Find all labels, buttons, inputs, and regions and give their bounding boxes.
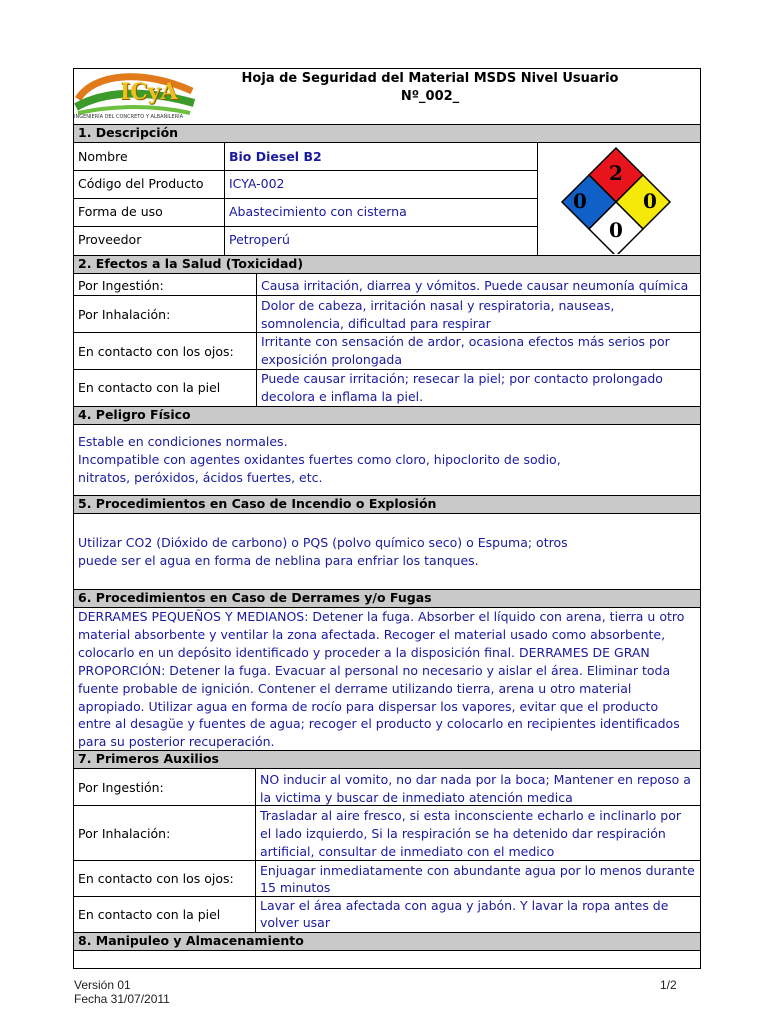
nfpa-health: 0 <box>573 189 587 213</box>
supplier-label: Proveedor <box>78 232 142 247</box>
physical-line-2: Incompatible con agentes oxidantes fuertes como cloro, hipoclorito de sodio, <box>78 452 561 467</box>
health-skin-line-2: decolora e inflama la piel. <box>261 389 424 404</box>
aid-inhalation-line-2: el lado izquierdo, Si la respiración se ha detenido dar respiración <box>260 826 666 841</box>
spill-line-8: para su posterior recuperación. <box>78 734 275 749</box>
aid-eyes-line-2: 15 minutos <box>260 880 331 895</box>
fire-line-2: puede ser el agua en forma de neblina para enfriar los tanques. <box>78 553 479 568</box>
health-skin-label: En contacto con la piel <box>78 380 221 395</box>
spill-line-7: entre al desagüe y fuentes de agua; recoger el producto y colocarlo en recipientes identificados <box>78 716 680 731</box>
health-eyes-line-1: Irritante con sensación de ardor, ocasiona efectos más serios por <box>261 334 670 349</box>
use-value: Abastecimiento con cisterna <box>229 204 407 219</box>
spill-line-4: PROPORCIÓN: Detener la fuga. Evacuar al personal no necesario y aislar el área. Eliminar toda <box>78 663 671 678</box>
section-7-header: 7. Primeros Auxilios <box>74 750 700 769</box>
aid-inhalation-line-3: artificial, consultar de inmediato con el medico <box>260 844 555 859</box>
section-5-header: 5. Procedimientos en Caso de Incendio o Explosión <box>74 495 700 514</box>
aid-eyes-line-1: Enjuagar inmediatamente con abundante agua por lo menos durante <box>260 863 695 878</box>
spill-line-3: colocarlo en un depósito identificado y proceder a la disposición final. DERRAMES DE GRAN <box>78 645 650 660</box>
footer-page: 1/2 <box>660 978 677 992</box>
footer-version: Versión 01 <box>74 978 131 992</box>
section-1-header: 1. Descripción <box>74 124 700 143</box>
section-4-header: 4. Peligro Físico <box>74 406 700 425</box>
nfpa-flammability: 2 <box>609 161 623 185</box>
spill-line-2: material absorbente y ventilar la zona afectada. Recoger el material usado como absorbente, <box>78 627 666 642</box>
nfpa-special: 0 <box>609 218 623 242</box>
health-skin-line-1: Puede causar irritación; resecar la piel; por contacto prolongado <box>261 371 663 386</box>
name-value: Bio Diesel B2 <box>229 149 322 164</box>
document-title: Hoja de Seguridad del Material MSDS Nivel Usuario <box>241 71 619 86</box>
aid-eyes-label: En contacto con los ojos: <box>78 871 234 886</box>
fire-line-1: Utilizar CO2 (Dióxido de carbono) o PQS (polvo químico seco) o Espuma; otros <box>78 535 568 550</box>
nfpa-diamond <box>540 144 696 254</box>
aid-ingestion-line-2: la victima y buscar de inmediato atención medica <box>260 790 573 805</box>
aid-skin-line-2: volver usar <box>260 915 330 930</box>
document-number: Nº_002_ <box>400 89 460 104</box>
aid-ingestion-line-1: NO inducir al vomito, no dar nada por la boca; Mantener en reposo a <box>260 772 691 787</box>
aid-skin-label: En contacto con la piel <box>78 907 221 922</box>
aid-inhalation-line-1: Trasladar al aire fresco, si esta inconsciente echarlo e inclinarlo por <box>260 808 682 823</box>
nfpa-reactivity: 0 <box>643 189 657 213</box>
physical-line-3: nitratos, peróxidos, ácidos fuertes, etc. <box>78 470 323 485</box>
health-inhalation-label: Por Inhalación: <box>78 307 171 322</box>
spill-line-5: fuente probable de ignición. Contener el derrame utilizando tierra, arena u otro material <box>78 681 632 696</box>
health-ingestion-value: Causa irritación, diarrea y vómitos. Puede causar neumonía química <box>261 278 689 293</box>
section-2-header: 2. Efectos a la Salud (Toxicidad) <box>74 255 700 274</box>
name-label: Nombre <box>78 149 128 164</box>
use-label: Forma de uso <box>78 204 163 219</box>
health-eyes-line-2: exposición prolongada <box>261 352 403 367</box>
health-eyes-label: En contacto con los ojos: <box>78 344 234 359</box>
spill-line-1: DERRAMES PEQUEÑOS Y MEDIANOS: Detener la fuga. Absorber el líquido con arena, tierra u otro <box>78 609 685 624</box>
physical-line-1: Estable en condiciones normales. <box>78 434 288 449</box>
section-8-header: 8. Manipuleo y Almacenamiento <box>74 932 700 951</box>
supplier-value: Petroperú <box>229 232 290 247</box>
health-inhalation-line-2: somnolencia, dificultad para respirar <box>261 316 491 331</box>
aid-inhalation-label: Por Inhalación: <box>78 826 171 841</box>
section-6-header: 6. Procedimientos en Caso de Derrames y/o Fugas <box>74 589 700 608</box>
code-value: ICYA-002 <box>229 176 285 191</box>
company-logo <box>74 69 204 123</box>
aid-skin-line-1: Lavar el área afectada con agua y jabón. Y lavar la ropa antes de <box>260 898 669 913</box>
footer-date: Fecha 31/07/2011 <box>74 992 170 1006</box>
health-ingestion-label: Por Ingestión: <box>78 278 164 293</box>
health-inhalation-line-1: Dolor de cabeza, irritación nasal y respiratoria, nauseas, <box>261 298 615 313</box>
logo-text: ICyA <box>120 79 178 105</box>
logo-subtitle: INGENIERÍA DEL CONCRETO Y ALBAÑILERÍA <box>74 114 184 120</box>
aid-ingestion-label: Por Ingestión: <box>78 780 164 795</box>
spill-line-6: apropiado. Utilizar agua en forma de rocío para dispersar los vapores, evitar que el producto <box>78 699 659 714</box>
code-label: Código del Producto <box>78 176 204 191</box>
